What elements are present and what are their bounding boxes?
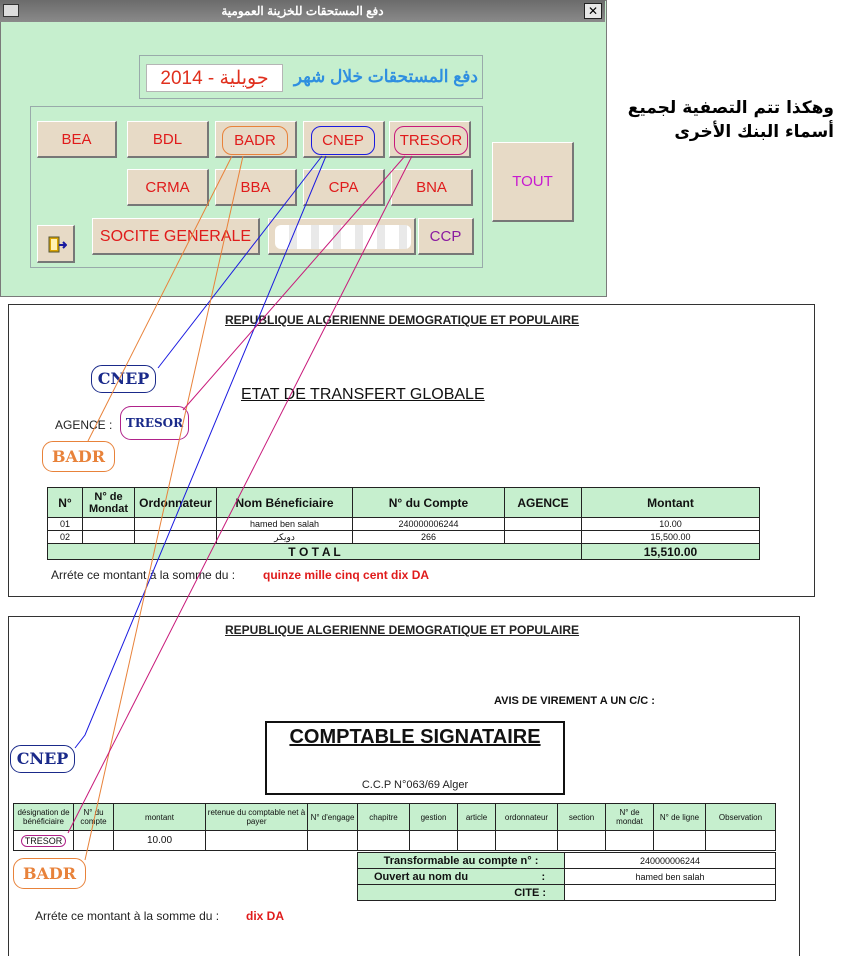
col-designation: désignation de bénéficiaire: [14, 804, 74, 831]
col-montant2: montant: [114, 804, 206, 831]
somme-label-1: Arréte ce montant à la somme du :: [51, 568, 236, 582]
col-num-compte: N° du compte: [74, 804, 114, 831]
bank-button-redacted[interactable]: [268, 218, 416, 255]
exit-door-icon: [47, 235, 67, 255]
transfer-table-header: [48, 488, 760, 518]
bank-button-bna[interactable]: BNA: [391, 169, 473, 206]
transformable-label: Transformable au compte n° :: [358, 853, 565, 869]
comptable-box: [265, 721, 565, 795]
month-label: دفع المستحقات خلال شهر: [293, 67, 478, 86]
cell-beneficiaire: دويكر: [217, 531, 353, 544]
agence-label: AGENCE :: [55, 418, 113, 432]
bank-label-cnep: CNEP: [311, 126, 375, 155]
col-mondat2: N° de mondat: [606, 804, 654, 831]
cite-value: [565, 885, 776, 901]
table-row: [48, 518, 760, 531]
ouvert-label: Ouvert au nom du: [374, 870, 469, 883]
bank-button-cnep[interactable]: [303, 121, 385, 158]
col-engage: N° d'engage: [308, 804, 358, 831]
col-retenue: retenue du comptable net à payer: [206, 804, 308, 831]
col-observation: Observation: [706, 804, 776, 831]
cell-compte: 240000006244: [353, 518, 505, 531]
avis-table: [13, 803, 776, 851]
bank-button-crma[interactable]: CRMA: [127, 169, 209, 206]
bank-button-bba[interactable]: BBA: [215, 169, 297, 206]
col-ligne: N° de ligne: [654, 804, 706, 831]
col-chapitre: chapitre: [358, 804, 410, 831]
ouvert-value: hamed ben salah: [565, 869, 776, 885]
bank-label-tresor: TRESOR: [394, 126, 468, 155]
bank-button-cpa[interactable]: CPA: [303, 169, 385, 206]
col-beneficiaire: Nom Béneficiaire: [217, 488, 353, 518]
col-compte: N° du Compte: [353, 488, 505, 518]
window-titlebar: [0, 0, 605, 22]
arabic-annotation: [612, 96, 834, 144]
bank-button-badr[interactable]: [215, 121, 297, 158]
cite-label: CITE :: [358, 885, 565, 901]
report1-title: ETAT DE TRANSFERT GLOBALE: [241, 386, 485, 403]
exit-button[interactable]: [37, 225, 75, 263]
col-mondat: N° de Mondat: [83, 488, 135, 518]
total-label: T O T A L: [48, 544, 582, 560]
cell-n: 01: [48, 518, 83, 531]
cell-n: 02: [48, 531, 83, 544]
total-value: 15,510.00: [582, 544, 760, 560]
tout-button[interactable]: TOUT: [492, 142, 574, 222]
avis-label: AVIS DE VIREMENT A UN C/C :: [494, 695, 655, 707]
close-button[interactable]: ✕: [584, 3, 602, 19]
col-montant: Montant: [582, 488, 760, 518]
annotation-line-1: وهكذا تتم التصفية لجميع: [627, 98, 834, 118]
comptable-title: COMPTABLE SIGNATAIRE: [289, 726, 541, 748]
bank-button-tresor[interactable]: [389, 121, 471, 158]
col-section: section: [558, 804, 606, 831]
table-row: [14, 831, 776, 851]
bank-button-bdl[interactable]: BDL: [127, 121, 209, 158]
ouvert-colon: :: [541, 870, 546, 883]
badr-tag-1: BADR: [42, 441, 115, 472]
agence-value-tag: TRESOR: [120, 406, 189, 440]
report1-header: REPUBLIQUE ALGERIENNE DEMOGRATIQUE ET POPULAIRE: [225, 313, 580, 327]
badr-tag-2: BADR: [13, 858, 86, 889]
report2-header: REPUBLIQUE ALGERIENNE DEMOGRATIQUE ET POPULAIRE: [225, 623, 580, 637]
cell-beneficiaire: hamed ben salah: [217, 518, 353, 531]
table-row: [48, 531, 760, 544]
col-ordonnateur2: ordonnateur: [496, 804, 558, 831]
somme-label-2: Arréte ce montant à la somme du :: [35, 909, 220, 923]
somme-value-2: dix DA: [246, 909, 285, 923]
somme-value-1: quinze mille cinq cent dix DA: [263, 568, 430, 582]
avis-table-header: [14, 804, 776, 831]
bank-button-bea[interactable]: BEA: [37, 121, 117, 158]
cell-compte: 266: [353, 531, 505, 544]
cnep-tag-2: CNEP: [10, 745, 75, 773]
cell-montant: 15,500.00: [582, 531, 760, 544]
window-menu-icon[interactable]: [3, 4, 19, 17]
col-article: article: [458, 804, 496, 831]
designation-tresor: TRESOR: [21, 835, 67, 847]
month-field[interactable]: جويلية - 2014: [146, 64, 283, 92]
transfer-table: [47, 487, 760, 560]
bank-button-societe-generale[interactable]: SOCITE GENERALE: [92, 218, 260, 255]
compte-info-table: [357, 852, 776, 901]
transformable-value: 240000006244: [565, 853, 776, 869]
total-row: [48, 544, 760, 560]
col-gestion: gestion: [410, 804, 458, 831]
col-n: N°: [48, 488, 83, 518]
bank-button-ccp[interactable]: CCP: [418, 218, 474, 255]
bank-label-badr: BADR: [222, 126, 288, 155]
ccp-address: C.C.P N°063/69 Alger: [361, 779, 469, 791]
annotation-line-2: أسماء البنك الأخرى: [674, 122, 834, 142]
window-title: دفع المستحقات للخزينة العمومية: [221, 4, 384, 18]
cell-montant2: 10.00: [114, 831, 206, 851]
col-agence: AGENCE: [505, 488, 582, 518]
cell-montant: 10.00: [582, 518, 760, 531]
col-ordonnateur: Ordonnateur: [135, 488, 217, 518]
redacted-label: [275, 225, 411, 249]
cnep-tag-1: CNEP: [91, 365, 156, 393]
